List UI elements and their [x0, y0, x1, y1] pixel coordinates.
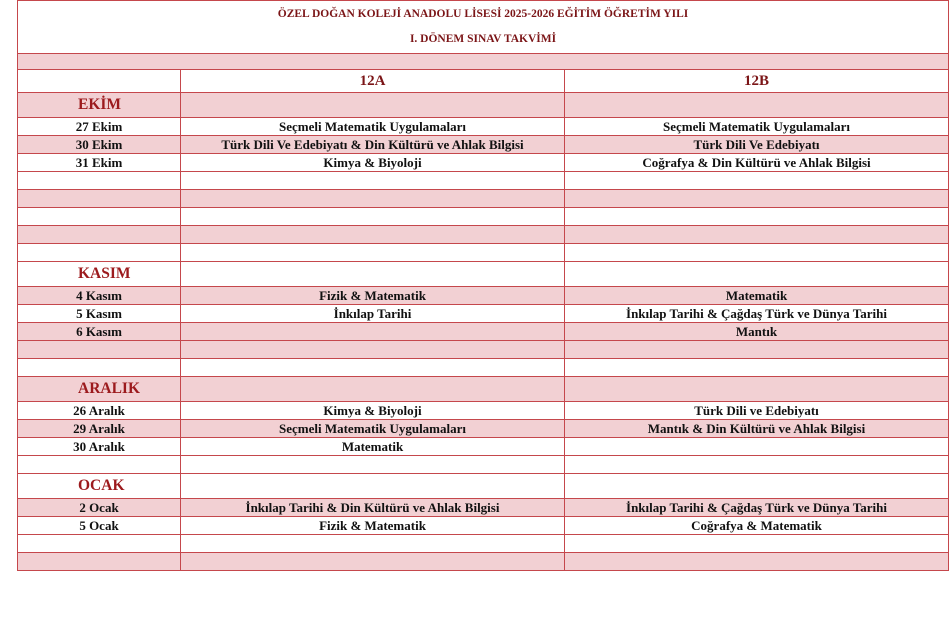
empty-row: [18, 190, 949, 208]
month-cell-12a: [181, 377, 565, 402]
month-row: [18, 93, 949, 118]
exam-schedule-sheet: [17, 0, 948, 571]
exam-date: 6 Kasım: [18, 323, 181, 341]
exam-row: [18, 499, 949, 517]
empty-cell: [18, 456, 181, 474]
empty-cell: [565, 359, 949, 377]
empty-cell: [565, 341, 949, 359]
exam-12a: [181, 323, 565, 341]
month-name: ARALIK: [18, 377, 181, 402]
empty-row: [18, 553, 949, 571]
month-cell-12b: [565, 377, 949, 402]
exam-12a: Kimya & Biyoloji: [181, 402, 565, 420]
month-cell-12b: [565, 93, 949, 118]
empty-cell: [181, 244, 565, 262]
month-row: [18, 377, 949, 402]
empty-cell: [565, 190, 949, 208]
exam-date: 4 Kasım: [18, 287, 181, 305]
empty-cell: [18, 190, 181, 208]
exam-12b: [565, 438, 949, 456]
term-title: I. DÖNEM SINAV TAKVİMİ: [409, 33, 557, 45]
exam-12a: İnkılap Tarihi & Din Kültürü ve Ahlak Bilgisi: [181, 499, 565, 517]
month-row: [18, 474, 949, 499]
month-cell-12a: [181, 262, 565, 287]
exam-row: [18, 136, 949, 154]
exam-date: 26 Aralık: [18, 402, 181, 420]
header-row: [18, 70, 949, 93]
exam-12b: İnkılap Tarihi & Çağdaş Türk ve Dünya Tarihi: [565, 499, 949, 517]
empty-cell: [18, 172, 181, 190]
exam-12b: Seçmeli Matematik Uygulamaları: [565, 118, 949, 136]
empty-cell: [181, 172, 565, 190]
empty-cell: [18, 553, 181, 571]
exam-schedule-table: [17, 0, 949, 571]
exam-12b: Türk Dili Ve Edebiyatı: [565, 136, 949, 154]
empty-cell: [565, 244, 949, 262]
exam-row: [18, 305, 949, 323]
exam-row: [18, 118, 949, 136]
exam-12a: Seçmeli Matematik Uygulamaları: [181, 118, 565, 136]
exam-row: [18, 323, 949, 341]
exam-row: [18, 287, 949, 305]
empty-cell: [181, 341, 565, 359]
exam-row: [18, 517, 949, 535]
exam-12b: Coğrafya & Din Kültürü ve Ahlak Bilgisi: [565, 154, 949, 172]
empty-cell: [181, 456, 565, 474]
exam-12b: Türk Dili ve Edebiyatı: [565, 402, 949, 420]
month-row: [18, 262, 949, 287]
empty-cell: [565, 208, 949, 226]
month-cell-12b: [565, 474, 949, 499]
exam-date: 30 Aralık: [18, 438, 181, 456]
empty-cell: [18, 341, 181, 359]
exam-date: 29 Aralık: [18, 420, 181, 438]
exam-12b: Matematik: [565, 287, 949, 305]
month-name: OCAK: [18, 474, 181, 499]
exam-12a: İnkılap Tarihi: [181, 305, 565, 323]
exam-12a: Türk Dili Ve Edebiyatı & Din Kültürü ve Ahlak Bilgisi: [181, 136, 565, 154]
exam-12a: Matematik: [181, 438, 565, 456]
exam-12a: Fizik & Matematik: [181, 517, 565, 535]
empty-row: [18, 226, 949, 244]
exam-date: 31 Ekim: [18, 154, 181, 172]
exam-row: [18, 154, 949, 172]
empty-cell: [565, 456, 949, 474]
empty-cell: [18, 244, 181, 262]
month-cell-12b: [565, 262, 949, 287]
empty-row: [18, 359, 949, 377]
exam-12a: Seçmeli Matematik Uygulamaları: [181, 420, 565, 438]
month-cell-12a: [181, 93, 565, 118]
exam-date: 5 Ocak: [18, 517, 181, 535]
empty-cell: [565, 553, 949, 571]
schedule-title: [18, 1, 949, 54]
header-12a: 12A: [181, 70, 565, 93]
empty-cell: [181, 553, 565, 571]
exam-12b: Mantık: [565, 323, 949, 341]
empty-cell: [181, 359, 565, 377]
empty-cell: [181, 190, 565, 208]
empty-row: [18, 535, 949, 553]
school-title: ÖZEL DOĞAN KOLEJİ ANADOLU LİSESİ 2025-2026 EĞİTİM ÖĞRETİM YILI: [277, 8, 689, 20]
exam-date: 27 Ekim: [18, 118, 181, 136]
exam-12a: Fizik & Matematik: [181, 287, 565, 305]
exam-date: 30 Ekim: [18, 136, 181, 154]
empty-cell: [181, 208, 565, 226]
empty-row: [18, 172, 949, 190]
exam-12b: Coğrafya & Matematik: [565, 517, 949, 535]
empty-cell: [181, 226, 565, 244]
exam-date: 5 Kasım: [18, 305, 181, 323]
exam-date: 2 Ocak: [18, 499, 181, 517]
empty-cell: [18, 535, 181, 553]
month-name: EKİM: [18, 93, 181, 118]
empty-row: [18, 208, 949, 226]
empty-cell: [565, 535, 949, 553]
exam-12a: Kimya & Biyoloji: [181, 154, 565, 172]
exam-row: [18, 402, 949, 420]
empty-row: [18, 341, 949, 359]
exam-12b: Mantık & Din Kültürü ve Ahlak Bilgisi: [565, 420, 949, 438]
month-name: KASIM: [18, 262, 181, 287]
empty-row: [18, 244, 949, 262]
exam-row: [18, 420, 949, 438]
exam-row: [18, 438, 949, 456]
month-cell-12a: [181, 474, 565, 499]
exam-12b: İnkılap Tarihi & Çağdaş Türk ve Dünya Tarihi: [565, 305, 949, 323]
empty-cell: [565, 226, 949, 244]
empty-cell: [18, 208, 181, 226]
empty-cell: [181, 535, 565, 553]
empty-cell: [18, 359, 181, 377]
empty-row: [18, 456, 949, 474]
header-date-cell: [18, 70, 181, 93]
header-12b: 12B: [565, 70, 949, 93]
empty-cell: [18, 226, 181, 244]
separator-row: [18, 54, 949, 70]
empty-cell: [565, 172, 949, 190]
